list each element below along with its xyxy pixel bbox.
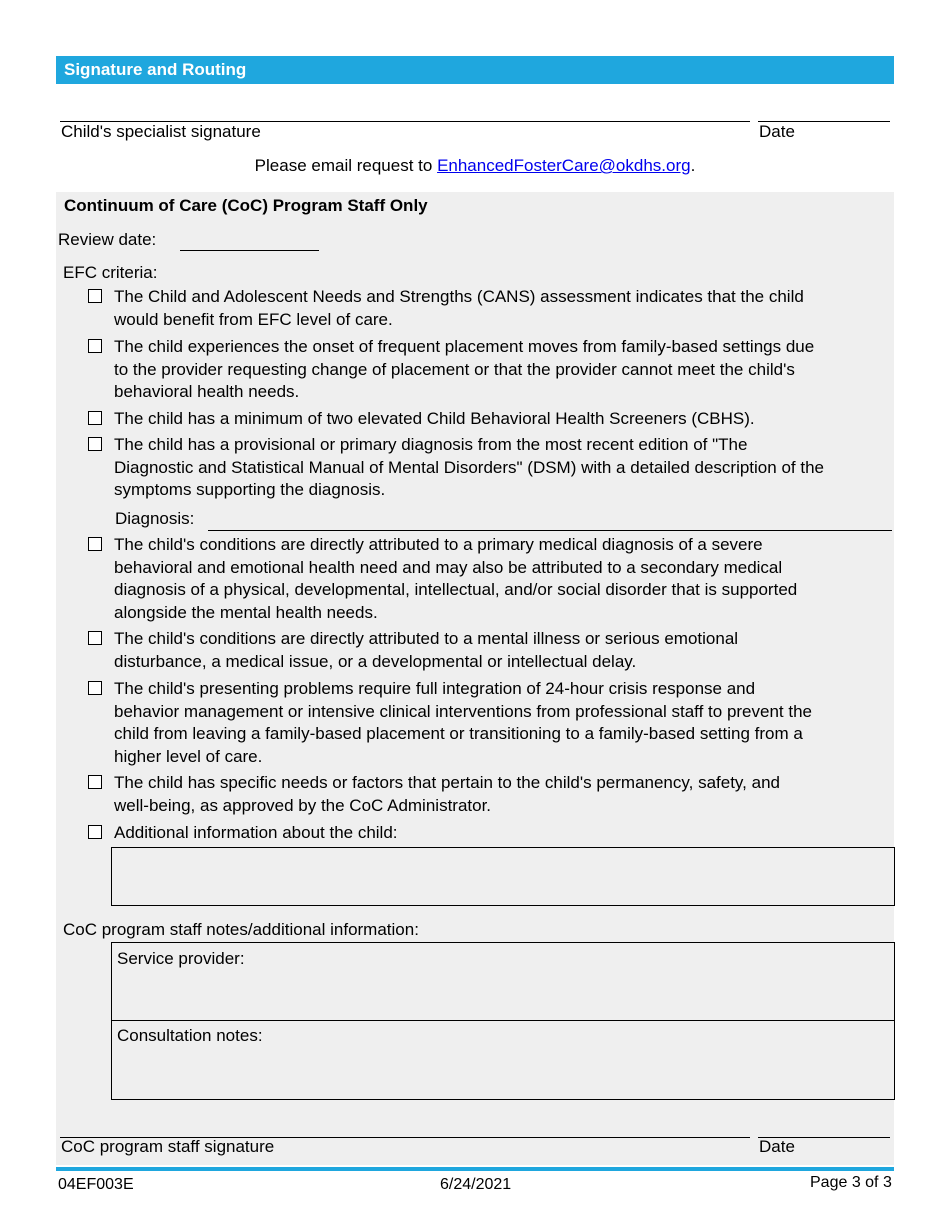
criteria-item	[114, 678, 894, 768]
criteria-checkbox-cbhs[interactable]	[88, 411, 102, 425]
email-suffix: .	[690, 156, 696, 175]
criteria-text-cont: diagnosis of a physical, developmental, intellectual, and/or social disorder that is supported	[114, 580, 798, 599]
criteria-checkbox-crisis-response[interactable]	[88, 681, 102, 695]
staff-signature-label: CoC program staff signature	[61, 1137, 275, 1156]
criteria-text: The child has specific needs or factors that pertain to the child's permanency, safety, and	[114, 773, 780, 792]
criteria-text: The Child and Adolescent Needs and Strengths (CANS) assessment indicates that the child	[114, 287, 804, 306]
criteria-item	[114, 336, 894, 404]
criteria-text: The child's presenting problems require full integration of 24-hour crisis response and	[114, 679, 756, 698]
criteria-text-cont: well-being, as approved by the CoC Administrator.	[114, 795, 492, 815]
criteria-text-cont: Diagnostic and Statistical Manual of Mental Disorders" (DSM) with a detailed description of the	[114, 457, 824, 477]
criteria-text-cont: child from leaving a family-based placement or transitioning to a family-based setting from a	[114, 724, 803, 743]
revision-date: 6/24/2021	[440, 1176, 512, 1193]
criteria-item	[114, 286, 894, 331]
staff-date-label: Date	[759, 1137, 795, 1156]
service-provider-label: Service provider:	[117, 949, 245, 968]
coc-title: Continuum of Care (CoC) Program Staff Only	[64, 196, 428, 215]
email-link[interactable]: EnhancedFosterCare@okdhs.org	[437, 156, 691, 175]
criteria-text: The child's conditions are directly attributed to a primary medical diagnosis of a severe	[114, 535, 763, 554]
email-instruction	[0, 156, 950, 176]
criteria-item	[114, 434, 894, 502]
diagnosis-label: Diagnosis:	[115, 509, 195, 528]
criteria-text-cont: behavioral and emotional health need and may also be attributed to a secondary medical	[114, 557, 783, 577]
criteria-item	[114, 822, 894, 845]
consultation-notes-box[interactable]	[111, 1020, 895, 1100]
efc-criteria-label: EFC criteria:	[63, 263, 158, 282]
consultation-notes-label: Consultation notes:	[117, 1026, 263, 1045]
specialist-signature-label: Child's specialist signature	[61, 122, 261, 141]
criteria-text-cont: higher level of care.	[114, 746, 263, 766]
criteria-item	[114, 408, 894, 431]
form-number: 04EF003E	[58, 1176, 134, 1193]
criteria-text-cont: symptoms supporting the diagnosis.	[114, 480, 386, 499]
criteria-checkbox-placement-moves[interactable]	[88, 339, 102, 353]
criteria-text: Additional information about the child:	[114, 823, 398, 842]
specialist-date-label: Date	[759, 122, 795, 141]
criteria-text-cont: to the provider requesting change of placement or that the provider cannot meet the child's	[114, 359, 795, 379]
email-prefix: Please email request to	[254, 156, 438, 175]
section-title: Signature and Routing	[64, 60, 247, 79]
diagnosis-field[interactable]	[208, 530, 892, 531]
review-date-label: Review date:	[58, 230, 157, 249]
additional-info-textbox[interactable]	[111, 847, 895, 906]
criteria-checkbox-specific-needs[interactable]	[88, 775, 102, 789]
criteria-text: The child's conditions are directly attributed to a mental illness or serious emotional	[114, 629, 739, 648]
service-provider-box[interactable]	[111, 942, 895, 1022]
criteria-text-cont: disturbance, a medical issue, or a developmental or intellectual delay.	[114, 651, 637, 671]
criteria-text-cont: behavioral health needs.	[114, 382, 300, 401]
criteria-item	[114, 534, 894, 624]
criteria-text-cont: alongside the mental health needs.	[114, 602, 378, 622]
section-header	[56, 56, 894, 84]
criteria-text-cont: would benefit from EFC level of care.	[114, 309, 393, 329]
criteria-text: The child has a minimum of two elevated Child Behavioral Health Screeners (CBHS).	[114, 409, 755, 428]
page-number: Page 3 of 3	[810, 1174, 892, 1191]
criteria-item	[114, 772, 894, 817]
criteria-text: The child experiences the onset of frequent placement moves from family-based settings due	[114, 337, 815, 356]
criteria-checkbox-additional-info[interactable]	[88, 825, 102, 839]
criteria-text-cont: behavior management or intensive clinical interventions from professional staff to prevent the	[114, 701, 813, 721]
criteria-checkbox-medical-diagnosis[interactable]	[88, 537, 102, 551]
criteria-text: The child has a provisional or primary diagnosis from the most recent edition of "The	[114, 435, 748, 454]
criteria-checkbox-dsm[interactable]	[88, 437, 102, 451]
criteria-checkbox-mental-illness[interactable]	[88, 631, 102, 645]
staff-notes-label: CoC program staff notes/additional information:	[63, 920, 419, 939]
criteria-checkbox-cans[interactable]	[88, 289, 102, 303]
footer-rule	[56, 1167, 894, 1171]
criteria-item	[114, 628, 894, 673]
review-date-field[interactable]	[180, 250, 319, 251]
